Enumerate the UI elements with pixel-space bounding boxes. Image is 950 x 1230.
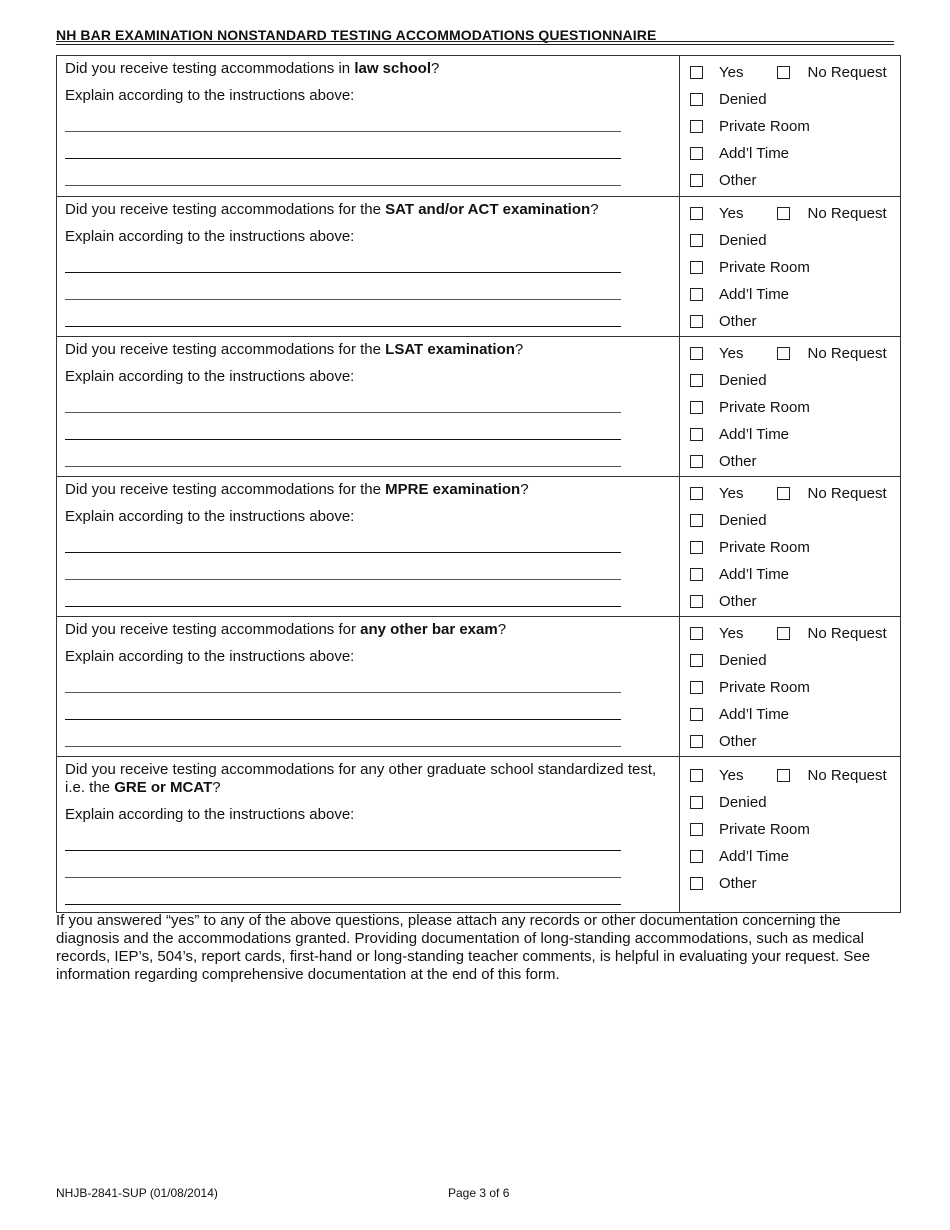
options-cell xyxy=(680,617,900,756)
private-room-checkbox[interactable] xyxy=(690,120,703,133)
private-room-label: Private Room xyxy=(719,118,810,135)
yes-checkbox[interactable] xyxy=(690,769,703,782)
private-room-checkbox[interactable] xyxy=(690,823,703,836)
private-room-label: Private Room xyxy=(719,539,810,556)
questionnaire-table xyxy=(56,55,901,913)
question-text: Did you receive testing accommodations for any other graduate school standardized test, i.e. the GRE or MCAT? xyxy=(65,761,657,796)
explain-label: Explain according to the instructions above: xyxy=(65,648,355,665)
yes-checkbox[interactable] xyxy=(690,347,703,360)
denied-checkbox[interactable] xyxy=(690,796,703,809)
private-room-checkbox[interactable] xyxy=(690,541,703,554)
answer-line[interactable] xyxy=(65,824,621,851)
denied-label: Denied xyxy=(719,91,767,108)
addl-time-checkbox[interactable] xyxy=(690,850,703,863)
no-request-label: No Request xyxy=(807,205,887,222)
addl-time-checkbox[interactable] xyxy=(690,288,703,301)
denied-label: Denied xyxy=(719,512,767,529)
no-request-label: No Request xyxy=(807,64,887,81)
form-title-block xyxy=(56,26,894,44)
denied-checkbox[interactable] xyxy=(690,654,703,667)
addl-time-label: Add’l Time xyxy=(719,286,790,303)
no-request-checkbox[interactable] xyxy=(777,487,790,500)
private-room-checkbox[interactable] xyxy=(690,681,703,694)
no-request-checkbox[interactable] xyxy=(777,769,790,782)
answer-line[interactable] xyxy=(65,273,621,300)
answer-line[interactable] xyxy=(65,666,621,693)
question-cell xyxy=(57,337,680,476)
question-cell xyxy=(57,56,680,196)
documentation-note: If you answered “yes” to any of the above questions, please attach any records or other documentation concerning the diagnosis and the accommodations granted. Providing documentation of long-standing accommodations, such as medical records, IEP’s, 504’s, report cards, first-hand or long-standing teacher comments, is helpful in evaluating your request. See information regarding comprehensive documentation at the end of this form. xyxy=(56,912,871,983)
options-cell xyxy=(680,757,900,912)
title-rule xyxy=(56,41,894,42)
question-text: Did you receive testing accommodations for the SAT and/or ACT examination? xyxy=(65,201,599,218)
yes-checkbox[interactable] xyxy=(690,487,703,500)
answer-line[interactable] xyxy=(65,878,621,905)
answer-line[interactable] xyxy=(65,246,621,273)
answer-line[interactable] xyxy=(65,720,621,747)
no-request-checkbox[interactable] xyxy=(777,627,790,640)
private-room-checkbox[interactable] xyxy=(690,401,703,414)
other-checkbox[interactable] xyxy=(690,735,703,748)
question-row-mpre xyxy=(57,476,900,616)
addl-time-label: Add’l Time xyxy=(719,566,790,583)
yes-label: Yes xyxy=(719,205,744,222)
other-checkbox[interactable] xyxy=(690,455,703,468)
question-cell xyxy=(57,477,680,616)
other-checkbox[interactable] xyxy=(690,174,703,187)
question-cell xyxy=(57,757,680,912)
question-text: Did you receive testing accommodations for any other bar exam? xyxy=(65,621,507,638)
answer-line[interactable] xyxy=(65,159,621,186)
explain-label: Explain according to the instructions above: xyxy=(65,228,355,245)
other-checkbox[interactable] xyxy=(690,877,703,890)
question-row-other-bar-exam xyxy=(57,616,900,756)
question-cell xyxy=(57,617,680,756)
question-text: Did you receive testing accommodations in law school? xyxy=(65,60,440,77)
other-label: Other xyxy=(719,453,757,470)
denied-checkbox[interactable] xyxy=(690,93,703,106)
answer-line[interactable] xyxy=(65,440,621,467)
denied-label: Denied xyxy=(719,232,767,249)
no-request-label: No Request xyxy=(807,767,887,784)
options-cell xyxy=(680,56,900,196)
denied-checkbox[interactable] xyxy=(690,374,703,387)
denied-label: Denied xyxy=(719,652,767,669)
form-id: NHJB-2841-SUP (01/08/2014) xyxy=(56,1186,218,1200)
addl-time-label: Add’l Time xyxy=(719,145,790,162)
other-label: Other xyxy=(719,313,757,330)
yes-label: Yes xyxy=(719,345,744,362)
denied-label: Denied xyxy=(719,794,767,811)
yes-label: Yes xyxy=(719,625,744,642)
explain-label: Explain according to the instructions above: xyxy=(65,806,355,823)
question-row-lsat xyxy=(57,336,900,476)
no-request-label: No Request xyxy=(807,485,887,502)
addl-time-checkbox[interactable] xyxy=(690,568,703,581)
addl-time-label: Add’l Time xyxy=(719,426,790,443)
no-request-checkbox[interactable] xyxy=(777,347,790,360)
other-label: Other xyxy=(719,875,757,892)
question-row-sat-act xyxy=(57,196,900,336)
title-rule-secondary xyxy=(56,44,894,45)
answer-line[interactable] xyxy=(65,526,621,553)
private-room-checkbox[interactable] xyxy=(690,261,703,274)
question-text: Did you receive testing accommodations for the MPRE examination? xyxy=(65,481,529,498)
question-row-law-school xyxy=(57,56,900,196)
denied-checkbox[interactable] xyxy=(690,514,703,527)
options-cell xyxy=(680,337,900,476)
other-label: Other xyxy=(719,733,757,750)
no-request-checkbox[interactable] xyxy=(777,207,790,220)
addl-time-checkbox[interactable] xyxy=(690,428,703,441)
answer-line[interactable] xyxy=(65,386,621,413)
yes-label: Yes xyxy=(719,485,744,502)
addl-time-checkbox[interactable] xyxy=(690,708,703,721)
private-room-label: Private Room xyxy=(719,399,810,416)
answer-line[interactable] xyxy=(65,105,621,132)
answer-line[interactable] xyxy=(65,553,621,580)
no-request-label: No Request xyxy=(807,625,887,642)
question-row-graduate-test xyxy=(57,756,900,912)
addl-time-label: Add’l Time xyxy=(719,848,790,865)
no-request-checkbox[interactable] xyxy=(777,66,790,79)
explain-label: Explain according to the instructions above: xyxy=(65,368,355,385)
answer-line[interactable] xyxy=(65,580,621,607)
answer-line[interactable] xyxy=(65,413,621,440)
denied-checkbox[interactable] xyxy=(690,234,703,247)
no-request-label: No Request xyxy=(807,345,887,362)
denied-label: Denied xyxy=(719,372,767,389)
other-label: Other xyxy=(719,172,757,189)
yes-checkbox[interactable] xyxy=(690,627,703,640)
yes-checkbox[interactable] xyxy=(690,66,703,79)
question-text: Did you receive testing accommodations for the LSAT examination? xyxy=(65,341,524,358)
private-room-label: Private Room xyxy=(719,821,810,838)
yes-label: Yes xyxy=(719,767,744,784)
private-room-label: Private Room xyxy=(719,679,810,696)
other-label: Other xyxy=(719,593,757,610)
explain-label: Explain according to the instructions above: xyxy=(65,508,355,525)
yes-checkbox[interactable] xyxy=(690,207,703,220)
yes-label: Yes xyxy=(719,64,744,81)
form-title: NH BAR EXAMINATION NONSTANDARD TESTING ACCOMMODATIONS QUESTIONNAIRE xyxy=(56,27,657,43)
page-number: Page 3 of 6 xyxy=(448,1186,510,1200)
options-cell xyxy=(680,477,900,616)
private-room-label: Private Room xyxy=(719,259,810,276)
other-checkbox[interactable] xyxy=(690,315,703,328)
other-checkbox[interactable] xyxy=(690,595,703,608)
options-cell xyxy=(680,197,900,336)
answer-line[interactable] xyxy=(65,851,621,878)
answer-line[interactable] xyxy=(65,132,621,159)
answer-line[interactable] xyxy=(65,693,621,720)
explain-label: Explain according to the instructions above: xyxy=(65,87,355,104)
addl-time-label: Add’l Time xyxy=(719,706,790,723)
question-cell xyxy=(57,197,680,336)
addl-time-checkbox[interactable] xyxy=(690,147,703,160)
answer-line[interactable] xyxy=(65,300,621,327)
